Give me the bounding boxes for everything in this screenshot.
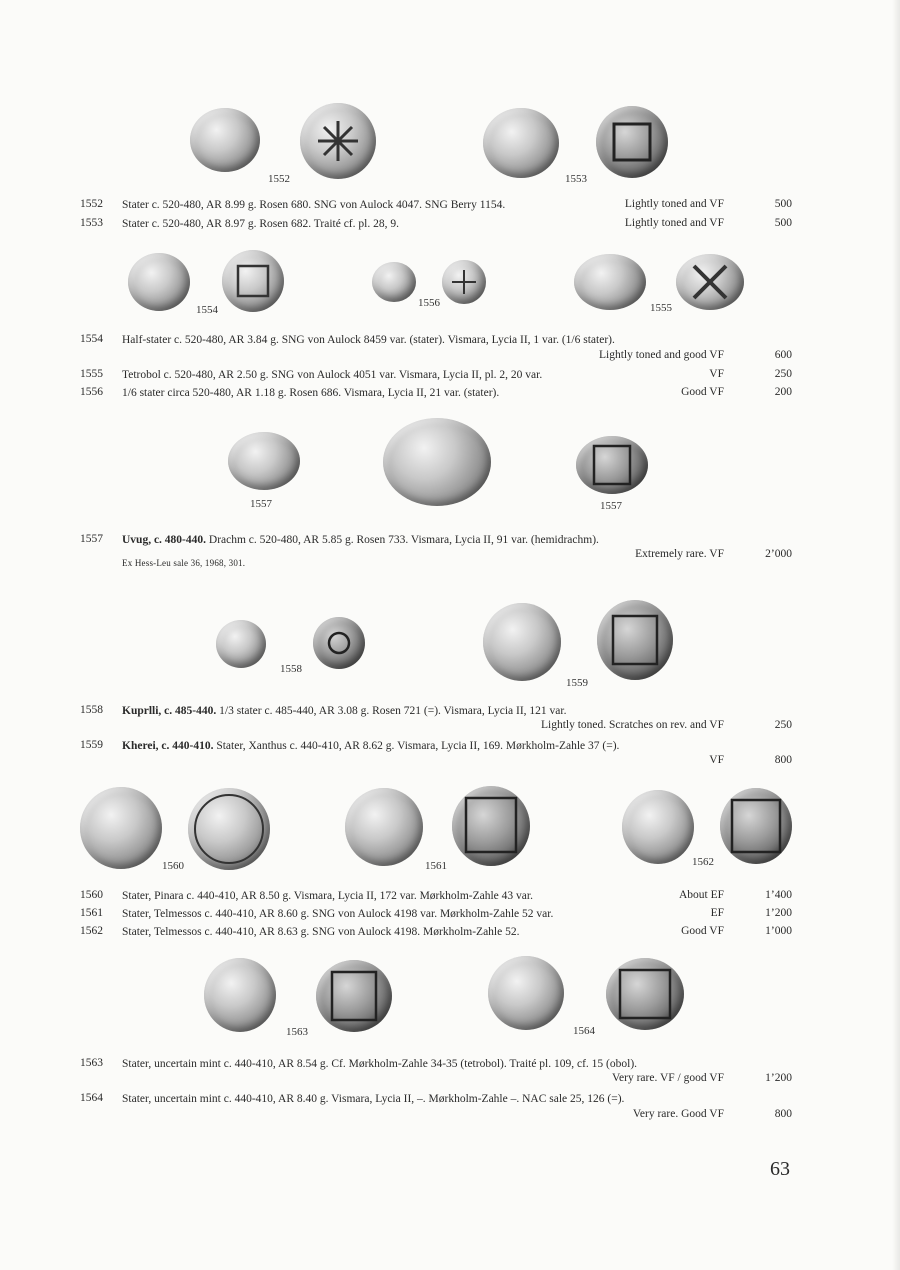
lot-ruler: Uvug, c. 480-440. — [122, 534, 207, 546]
lot-description: Half-stater c. 520-480, AR 3.84 g. SNG von Aulock 8459 var. (stater). Vismara, Lycia II, 1 var. (1/6 stater). — [122, 334, 615, 346]
lot-estimate: 800 — [774, 754, 792, 766]
coin-label-1563: 1563 — [286, 1026, 308, 1038]
lot-description — [122, 533, 599, 547]
coin-1554-obverse-image — [128, 253, 190, 311]
lot-grade: Good VF — [681, 386, 724, 398]
lot-estimate: 600 — [774, 349, 792, 361]
page-edge-shadow — [892, 0, 900, 1270]
lot-number: 1559 — [80, 739, 103, 751]
coin-label-1561: 1561 — [425, 860, 447, 872]
lot-number: 1555 — [80, 368, 103, 380]
coin-1556-reverse-image — [442, 260, 486, 304]
lot-number: 1563 — [80, 1057, 103, 1069]
coin-label-1564: 1564 — [573, 1025, 595, 1037]
lot-grade: Lightly toned and VF — [624, 217, 724, 229]
coin-1558-obverse-image — [216, 620, 266, 668]
coin-label-1554: 1554 — [196, 304, 218, 316]
coin-1553-reverse-image — [596, 106, 668, 178]
lot-number: 1556 — [80, 386, 103, 398]
lot-description-text: 1/3 stater c. 485-440, AR 3.08 g. Rosen 721 (=). Vismara, Lycia II, 121 var. — [219, 705, 567, 717]
coin-1561-obverse-image — [345, 788, 423, 866]
coin-1552-obverse-image — [190, 108, 260, 172]
coin-1561-reverse-image — [452, 786, 530, 866]
coin-1553-obverse-image — [483, 108, 559, 178]
coin-label-1557: 1557 — [250, 498, 272, 510]
coin-label-1555: 1555 — [650, 302, 672, 314]
lot-grade: Lightly toned. Scratches on rev. and VF — [540, 719, 724, 731]
lot-ruler: Kuprlli, c. 485-440. — [122, 705, 217, 717]
lot-estimate: 250 — [774, 719, 792, 731]
coin-1554-reverse-image — [222, 250, 284, 312]
lot-description-text: Stater, Xanthus c. 440-410, AR 8.62 g. Vismara, Lycia II, 169. Mørkholm-Zahle 37 (=). — [216, 740, 620, 752]
lot-ruler: Kherei, c. 440-410. — [122, 740, 214, 752]
lot-estimate: 500 — [774, 198, 792, 210]
lot-description — [122, 739, 619, 753]
lot-description: Stater c. 520-480, AR 8.99 g. Rosen 680. SNG von Aulock 4047. SNG Berry 1154. — [122, 199, 506, 211]
coin-label-1562: 1562 — [692, 856, 714, 868]
coin-label-1553: 1553 — [565, 173, 587, 185]
lot-grade: Very rare. VF / good VF — [611, 1072, 724, 1084]
coin-1555-reverse-image — [676, 254, 744, 310]
lot-estimate: 1’200 — [765, 1072, 792, 1084]
coin-1560-obverse-image — [80, 787, 162, 869]
coin-label-1556: 1556 — [418, 297, 440, 309]
coin-1557-reverse-image — [576, 436, 648, 494]
coin-label-1559: 1559 — [566, 677, 588, 689]
lot-number: 1564 — [80, 1092, 103, 1104]
lot-estimate: 1’400 — [765, 889, 792, 901]
lot-grade: Lightly toned and good VF — [598, 349, 724, 361]
lot-estimate: 800 — [774, 1108, 792, 1120]
lot-grade: VF — [709, 754, 724, 766]
coin-1558-reverse-image — [313, 617, 365, 669]
lot-number: 1562 — [80, 925, 103, 937]
lot-description: Stater, uncertain mint c. 440-410, AR 8.40 g. Vismara, Lycia II, –. Mørkholm-Zahle –. NAC sale 25, 126 (=). — [122, 1093, 625, 1105]
lot-description: Stater c. 520-480, AR 8.97 g. Rosen 682. Traité cf. pl. 28, 9. — [122, 218, 399, 230]
lot-number: 1554 — [80, 333, 103, 345]
lot-description: 1/6 stater circa 520-480, AR 1.18 g. Rosen 686. Vismara, Lycia II, 21 var. (stater). — [122, 387, 500, 399]
lot-number: 1561 — [80, 907, 103, 919]
coin-1552-reverse-image — [300, 103, 376, 179]
coin-1555-obverse-image — [574, 254, 646, 310]
lot-provenance: Ex Hess-Leu sale 36, 1968, 301. — [122, 558, 246, 568]
lot-grade: About EF — [678, 889, 724, 901]
coin-1560-reverse-image — [188, 788, 270, 870]
coin-label-1560: 1560 — [162, 860, 184, 872]
lot-grade: Lightly toned and VF — [624, 198, 724, 210]
lot-grade: Extremely rare. VF — [635, 548, 724, 560]
coin-1557-obverse-image — [228, 432, 300, 490]
lot-description: Stater, Telmessos c. 440-410, AR 8.63 g. SNG von Aulock 4198. Mørkholm-Zahle 52. — [122, 926, 520, 938]
coin-1557-obverse-enlarged-image — [383, 418, 491, 506]
lot-estimate: 200 — [774, 386, 792, 398]
coin-1562-obverse-image — [622, 790, 694, 864]
lot-number: 1552 — [80, 198, 103, 210]
lot-grade: EF — [710, 907, 724, 919]
lot-number: 1553 — [80, 217, 103, 229]
lot-number: 1557 — [80, 533, 103, 545]
lot-description: Tetrobol c. 520-480, AR 2.50 g. SNG von Aulock 4051 var. Vismara, Lycia II, pl. 2, 20 var. — [122, 369, 543, 381]
lot-description: Stater, Pinara c. 440-410, AR 8.50 g. Vismara, Lycia II, 172 var. Mørkholm-Zahle 43 var. — [122, 890, 533, 902]
lot-estimate: 1’000 — [765, 925, 792, 937]
lot-grade: Very rare. Good VF — [632, 1108, 724, 1120]
coin-label-1557: 1557 — [600, 500, 622, 512]
coin-label-1558: 1558 — [280, 663, 302, 675]
lot-grade: VF — [709, 368, 724, 380]
coin-1562-reverse-image — [720, 788, 792, 864]
coin-1563-reverse-image — [316, 960, 392, 1032]
page-number: 63 — [770, 1158, 790, 1180]
coin-1559-obverse-image — [483, 603, 561, 681]
coin-1559-reverse-image — [597, 600, 673, 680]
coin-1564-reverse-image — [606, 958, 684, 1030]
lot-estimate: 500 — [774, 217, 792, 229]
lot-description: Stater, Telmessos c. 440-410, AR 8.60 g. SNG von Aulock 4198 var. Mørkholm-Zahle 52 var. — [122, 908, 554, 920]
lot-estimate: 250 — [774, 368, 792, 380]
coin-1564-obverse-image — [488, 956, 564, 1030]
coin-1556-obverse-image — [372, 262, 416, 302]
lot-description: Stater, uncertain mint c. 440-410, AR 8.54 g. Cf. Mørkholm-Zahle 34-35 (tetrobol). Traité pl. 109, cf. 15 (obol). — [122, 1058, 638, 1070]
lot-description-text: Drachm c. 520-480, AR 5.85 g. Rosen 733. Vismara, Lycia II, 91 var. (hemidrachm). — [208, 534, 599, 546]
lot-estimate: 1’200 — [765, 907, 792, 919]
lot-number: 1558 — [80, 704, 103, 716]
coin-1563-obverse-image — [204, 958, 276, 1032]
lot-estimate: 2’000 — [765, 548, 792, 560]
lot-grade: Good VF — [681, 925, 724, 937]
lot-description — [122, 704, 566, 718]
coin-label-1552: 1552 — [268, 173, 290, 185]
lot-number: 1560 — [80, 889, 103, 901]
